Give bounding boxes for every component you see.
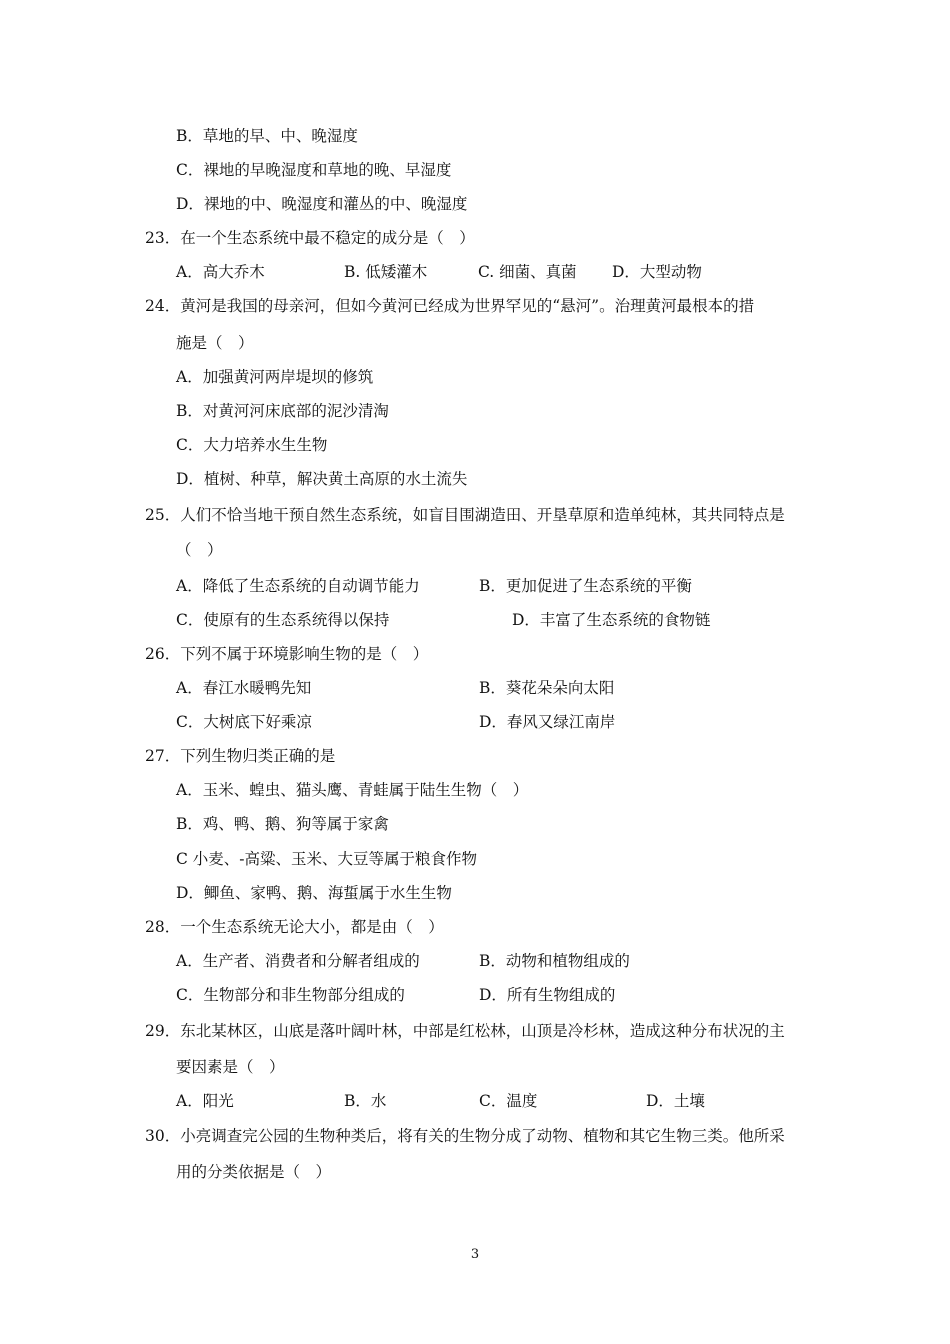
option-23-d: D．大型动物 [612,263,702,281]
option-29-c: C．温度 [479,1092,538,1110]
option-24-d: D．植树、种草，解决黄土高原的水土流失 [176,470,468,488]
option-22-b: B．草地的早、中、晚湿度 [176,127,358,145]
page-number: 3 [470,1247,480,1262]
option-26-a: A．春江水暖鸭先知 [176,679,312,697]
option-25-b: B．更加促进了生态系统的平衡 [479,577,692,595]
question-25-cont: （ ） [176,541,223,559]
question-30: 30．小亮调查完公园的生物种类后，将有关的生物分成了动物、植物和其它生物三类。他所采 [145,1127,785,1145]
option-29-b: B．水 [344,1092,387,1110]
option-29-d: D．土壤 [646,1092,705,1110]
option-24-a: A．加强黄河两岸堤坝的修筑 [176,368,374,386]
option-24-b: B．对黄河河床底部的泥沙清淘 [176,402,389,420]
option-26-d: D．春风又绿江南岸 [479,713,616,731]
question-29-cont: 要因素是（ ） [176,1058,285,1076]
question-24-cont: 施是（ ） [176,334,254,352]
option-28-c: C．生物部分和非生物部分组成的 [176,986,405,1004]
option-23-b: B. 低矮灌木 [344,263,428,281]
option-27-b: B．鸡、鸭、鹅、狗等属于家禽 [176,815,389,833]
option-26-c: C．大树底下好乘凉 [176,713,312,731]
question-30-cont: 用的分类依据是（ ） [176,1163,332,1181]
option-27-d: D．鲫鱼、家鸭、鹅、海蜇属于水生生物 [176,884,452,902]
option-23-c: C. 细菌、真菌 [478,263,577,281]
option-28-a: A．生产者、消费者和分解者组成的 [176,952,420,970]
option-25-d: D．丰富了生态系统的食物链 [512,611,711,629]
option-22-c: C．裸地的早晚湿度和草地的晚、早湿度 [176,161,452,179]
option-25-c: C．使原有的生态系统得以保持 [176,611,390,629]
option-25-a: A．降低了生态系统的自动调节能力 [176,577,420,595]
question-24: 24．黄河是我国的母亲河，但如今黄河已经成为世界罕见的“悬河”。治理黄河最根本的措 [145,297,755,315]
option-26-b: B．葵花朵朵向太阳 [479,679,615,697]
option-29-a: A．阳光 [176,1092,234,1110]
option-22-d: D．裸地的中、晚湿度和灌丛的中、晚湿度 [176,195,468,213]
option-28-d: D．所有生物组成的 [479,986,616,1004]
question-28: 28．一个生态系统无论大小，都是由（ ） [145,918,444,936]
question-27: 27．下列生物归类正确的是 [145,747,336,765]
question-23: 23．在一个生态系统中最不稳定的成分是（ ） [145,229,475,247]
question-29: 29．东北某林区，山底是落叶阔叶林，中部是红松林，山顶是冷杉林，造成这种分布状况的主 [145,1022,785,1040]
option-27-a: A．玉米、蝗虫、猫头鹰、青蛙属于陆生生物（ ） [176,781,529,799]
question-25: 25．人们不恰当地干预自然生态系统，如盲目围湖造田、开垦草原和造单纯林，其共同特点是 [145,506,785,524]
question-26: 26．下列不属于环境影响生物的是（ ） [145,645,429,663]
option-23-a: A．高大乔木 [176,263,265,281]
option-28-b: B．动物和植物组成的 [479,952,630,970]
option-24-c: C．大力培养水生生物 [176,436,328,454]
option-27-c: C 小麦、-高粱、玉米、大豆等属于粮食作物 [176,850,478,868]
